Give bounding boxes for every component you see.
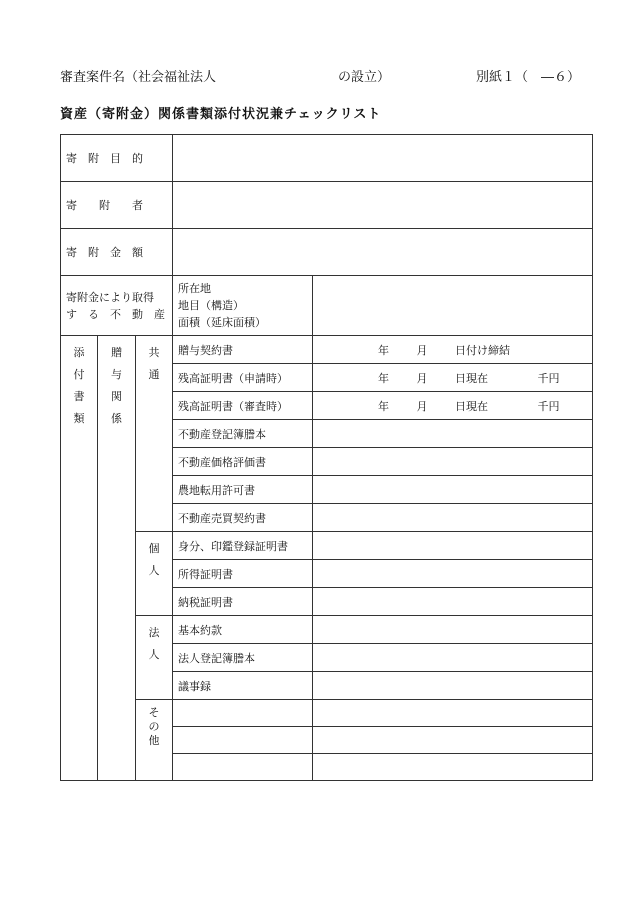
- month-label: 月: [416, 371, 428, 385]
- year-label: 年: [378, 399, 390, 413]
- group-char: そ: [148, 706, 160, 719]
- date-note: 日現在: [455, 371, 489, 385]
- group-char: の: [148, 720, 160, 733]
- group-char: 個: [148, 542, 160, 555]
- doc-status[interactable]: [313, 588, 593, 616]
- date-note: 日付け締結: [455, 343, 511, 357]
- common-group: [136, 336, 173, 532]
- property-label: [61, 276, 173, 336]
- property-items: [173, 276, 313, 336]
- donation-purpose-label: 寄 附 目 的: [61, 135, 173, 182]
- location-label: 所在地: [178, 282, 212, 295]
- doc-label: 残高証明書（申請時）: [173, 364, 313, 392]
- page-title: 資産（寄附金）関係書類添付状況兼チェックリスト: [60, 107, 382, 122]
- donor-label: 寄 附 者: [61, 182, 173, 229]
- donor-field[interactable]: [173, 182, 593, 229]
- doc-status[interactable]: [313, 560, 593, 588]
- group-char: 関: [111, 390, 122, 403]
- donation-amount-label: 寄 附 金 額: [61, 229, 173, 276]
- doc-status[interactable]: [313, 727, 593, 754]
- doc-status-balance-app[interactable]: [313, 364, 593, 392]
- individual-group: [136, 532, 173, 616]
- checklist-table: [60, 134, 593, 781]
- doc-status[interactable]: [313, 616, 593, 644]
- corporation-group: [136, 616, 173, 700]
- other-group: [136, 700, 173, 781]
- property-label-line1: 寄附金により取得: [66, 290, 154, 304]
- doc-label: 残高証明書（審査時）: [173, 392, 313, 420]
- year-label: 年: [378, 371, 390, 385]
- doc-status[interactable]: [313, 644, 593, 672]
- group-char: 人: [148, 564, 160, 577]
- group-char: 他: [148, 734, 160, 747]
- group-char: 贈: [111, 346, 122, 359]
- doc-label: 法人登記簿謄本: [173, 644, 313, 672]
- doc-status[interactable]: [313, 700, 593, 727]
- gift-related-group: [98, 336, 136, 781]
- donation-purpose-field[interactable]: [173, 135, 593, 182]
- doc-status[interactable]: [313, 504, 593, 532]
- doc-status-contract[interactable]: [313, 336, 593, 364]
- other-doc-field[interactable]: [173, 700, 313, 727]
- donation-amount-field[interactable]: [173, 229, 593, 276]
- group-char: 与: [111, 368, 122, 381]
- doc-status[interactable]: [313, 532, 593, 560]
- doc-status-balance-review[interactable]: [313, 392, 593, 420]
- group-char: 類: [73, 412, 85, 425]
- land-category-label: 地目（構造）: [178, 299, 245, 312]
- property-field[interactable]: [313, 276, 593, 336]
- doc-status[interactable]: [313, 754, 593, 781]
- doc-label: 農地転用許可書: [173, 476, 313, 504]
- month-label: 月: [416, 343, 428, 357]
- group-char: 書: [73, 390, 85, 403]
- date-note: 日現在: [455, 399, 489, 413]
- doc-label: 議事録: [173, 672, 313, 700]
- doc-label: 不動産登記簿謄本: [173, 420, 313, 448]
- doc-label: 身分、印鑑登録証明書: [173, 532, 313, 560]
- area-label: 面積（延床面積）: [178, 316, 267, 329]
- doc-label: 基本約款: [173, 616, 313, 644]
- doc-status[interactable]: [313, 448, 593, 476]
- group-char: 付: [73, 368, 85, 381]
- group-char: 共: [148, 346, 160, 359]
- doc-status[interactable]: [313, 476, 593, 504]
- doc-label: 不動産売買契約書: [173, 504, 313, 532]
- other-doc-field[interactable]: [173, 727, 313, 754]
- property-label-line2: す る 不 動 産: [66, 307, 165, 321]
- doc-label: 贈与契約書: [173, 336, 313, 364]
- group-char: 法: [148, 626, 160, 639]
- group-char: 係: [111, 412, 122, 425]
- attachment-number: 別紙１（ ―６）: [476, 70, 581, 85]
- establishment-label: の設立）: [338, 70, 391, 85]
- year-label: 年: [378, 343, 390, 357]
- doc-label: 不動産価格評価書: [173, 448, 313, 476]
- unit-label: 千円: [537, 399, 560, 413]
- other-doc-field[interactable]: [173, 754, 313, 781]
- doc-label: 所得証明書: [173, 560, 313, 588]
- month-label: 月: [416, 399, 428, 413]
- group-char: 人: [148, 648, 160, 661]
- doc-status[interactable]: [313, 672, 593, 700]
- attached-docs-group: [61, 336, 98, 781]
- group-char: 通: [148, 368, 160, 381]
- group-char: 添: [73, 346, 85, 359]
- doc-status[interactable]: [313, 420, 593, 448]
- doc-label: 納税証明書: [173, 588, 313, 616]
- case-name-label: 審査案件名（社会福祉法人: [60, 70, 217, 85]
- unit-label: 千円: [537, 371, 560, 385]
